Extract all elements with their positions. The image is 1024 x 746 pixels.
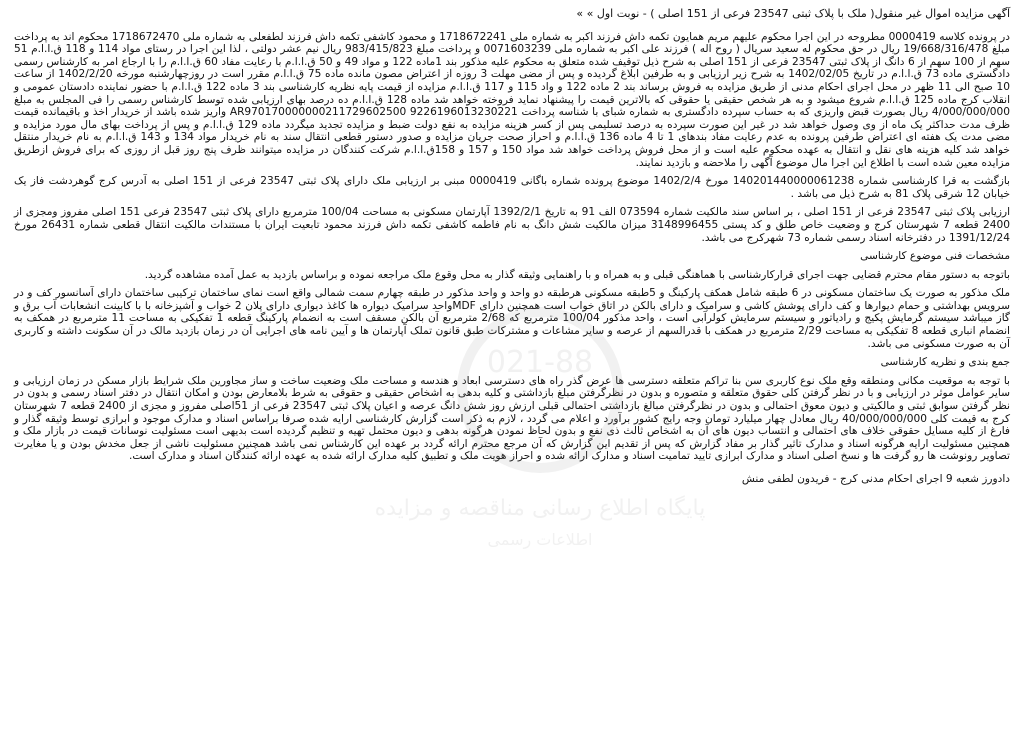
notice-paragraph-deed: ارزیابی پلاک ثبتی 23547 فرعی از 151 اصلی ، بر اساس سند مالکیت شماره 073594 الف 91 به تاریخ 1392/2/1 آپارتمان مسکونی به مساحت 100/04 مترمربع دارای پلاک ثبتی 23547 فرعی 151 اصلی مفروز ومجزی از 2400 قطعه 7 شهرستان کرج و وضعیت خاص طلق و کد پستی 3148996455 میزان مالکیت شش دانگ به نام فاطمه کاشفی تکمه داش فرزند محمود تابعیت ایران با مستندات مالکیت انتقال قطعی شماره 26431 مورخ 1391/12/24 در دفترخانه اسناد رسمی شماره 73 شهرکرج می باشد.: [14, 206, 1011, 244]
watermark-line2: اطلاعات رسمی: [487, 530, 593, 549]
notice-signature: دادورز شعبه 9 اجرای احکام مدنی کرج - فریدون لطفی منش: [741, 473, 1010, 485]
heading-technical-specs: مشخصات فنی موضوع کارشناسی: [860, 250, 1010, 263]
watermark-line1: پایگاه اطلاع رسانی مناقصه و مزایده: [374, 496, 706, 521]
heading-summary: جمع بندی و نظریه کارشناسی: [880, 356, 1010, 369]
notice-paragraph-summary: با توجه به موقعیت مکانی ومنطقه وقع ملک نوع کاربری سن بنا تراکم متعلقه دسترسی ها عرض گذر راه های دسترسی ابعاد و هندسه و مساحت ملک وضعیت ساخت و ساز مجاورین ملک شرایط بازار مسکن در زمان ارزیابی و سایر عوامل موثر در ارزیابی و با در نظر گرفتن کلی حقوق متعلقه و متصوره و بدون در نظرگرفتن مبلغ بازداشتی و کلیه بدهی به اشخاص حقیقی و حقوقی به شرط بلامعارض بودن و امکان انتقال در دفتر اسناد رسمی و بدون در نظر گرفتن سوابق ثبتی و مالکیتی و دیون معوق احتمالی و بدون در نظرگرفتن مبالغ بازداشتی احتمالی قبلی ارزش روز شش دانگ عرصه و اعیان پلاک ثبتی 23547 فرعی از 51اصلی مفروز و مجزی از 2400 قطعه 7 شهرستان کرج به قیمت کلی 40/000/000/000 ریال معادل چهار میلیارد تومان وجه رایج کشور برآورد و اعلام می گردد ، لازم به ذکر است گزارش کارشناسی ارایه شده صرفا براساس اسناد و مدارک موجود و ابرازی توسط وثیقه گذار و فارغ از کلیه مسایل حقوقی خلاف های احتمالی و انتساب دیون های آن به اشخاص ثالث ذی نفع و بدون لحاظ نمودن هرگونه بدهی و دیون محتمل تهیه و تنظیم گردیده است بدیهی است مسئولیت نوسانات قیمت در بازار ملک و همچنین مسئولیت ارایه هرگونه اسناد و مدارک تاثیر گذار بر مفاد گزارش که پس از تقدیم این گزارش که آن مرجع محترم ارائه گردد بر عهده این کارشناس نمی باشد همچنین مسئولیت ناشی از جعل مخدش بودن و یا مغایرت تصاویر رونوشت ها رو گرفت ها و نسخ اصلی اسناد و مدارک ابرازی تایید تمامیت اسناد و مدارک ارائه شده و احراز هویت ملک و تطبیق کلیه مدارک ارائه شده به عهده ارائه کنندگان اسناد و مدارک است.: [14, 374, 1010, 463]
watermark-phone: 021-88: [486, 345, 594, 380]
notice-paragraph-main: در پرونده کلاسه 0000419 مطروحه در این اجرا محکوم علیهم مریم همایون تکمه داش فرزند اکبر به شماره ملی 1718672241 و محمود کاشفی تکمه داش فرزند لطفعلی به شماره ملی 1718672470 محکوم اند به پرداخت مبلغ 19/668/316/478 ریال در حق محکوم له سعید سریال ( روح اله ) فرزند علی اکبر به شماره ملی 0071603239 و پرداخت مبلغ 983/415/823 ریال نیم عشر دولتی ، لذا این اجرا در رستای مواد 114 و 118 ق.ا.ا.م 51 سهم از 100 سهم از 6 دانگ از پلاک ثبتی 23547 فرعی از 151 اصلی به شرح ذیل توقیف شده متعلق به محکوم علیه مذکور بند 1ماده 122 و مواد 49 و 50 ق.ا.ا.م با رعایت مفاد 60 ق.ا.ا.م را با ارجاع امر به کارشناس رسمی دادگستری ماده 73 ق.ا.ا.م در تاریخ 1402/02/05 به شرح زیر ارزیابی و به طرفین ابلاغ گردیده و پس از مضی مهلت 3 روزه از اعتراض مصون مانده ماده 75 ق.ا.ا.م مقرر است در روزچهارشنبه مورخه 1402/2/20 از ساعت 10 صبح الی 11 ظهر در محل اجرای احکام مدنی از طریق مزایده به فروش برساند بند 2 ماده 122 و واد 115 و 117 ق.ا.ا.م مزایده از قیمت پایه نظریه کارشناسی بند 3 ماده 122 ق.ا.ا.م با حضور نماینده دادستان عمومی و انقلاب کرج ماده 125 ق.ا.ا.م شروع میشود و به هر شخص حقیقی یا حقوقی که بالاترین قیمت را پیشنهاد نماید فروخته خواهد شد ماده 128 ق.ا.ا.م ده درصد بهای ارزیابی شده توسط کارشناس رسمی را فی المجلس به مبلغ 4/000/000/000 ریال بصورت قبض واریزی که به حساب سپرده دادگستری به شماره شبای با شناسه پرداخت 9226196013230221 AR970170000000211729602500 واریز شده باشد از خریدار اخذ و باقیمانده قیمت ظرف مدت حداکثر یک ماه از وی وصول خواهد شد در غیر این صورت سپرده به درصد تسلیمی پس از کسر هزینه مزایده به نفع دولت ضبط و مزایده تجدید میگردد ماده 129 ق.ا.ا.م و پس از پرداخت بهای مال مورد مزایده و مضی مدت یک هفته ای اعتراض طرفین پرونده به عدم رعایت مفاد بندهای 1 تا 4 ماده 136 ق.ا.ا.م و احراز صحت جریان مزایده و صدور دستور قطعی انتقال سند به نام خریدار مواد 134 و 143 ق.ا.ا.م به نام خریدار منتقل خواهد شد کلیه هزینه های نقل و انتقال به عهده محکوم علیه است و از محل فروش پرداخت خواهد شد مواد 150 و 157 و 158ق.ا.ا.م شرکت کنندگان در مزایده میتوانند ظرف پنج روز قبل از روزی که برای فروش ازطریق مزایده معین شده است با اطلاع این اجرا مال موضوع آگهی را ملاحضه و بازدید نمایند.: [14, 30, 1011, 169]
notice-paragraph-appraisal-return: بازگشت به قرا کارشناسی شماره 140201440000061238 مورخ 1402/2/4 موضوع پرونده شماره باگانی 0000419 مبنی بر ارزیابی ملک دارای پلاک ثبتی 23547 فرعی از 151 اصلی به آدرس کرج گوهردشت فاز یک خیابان 12 شرقی پلاک 81 به شرح ذیل می باشد .: [14, 175, 1011, 200]
notice-paragraph-visit: باتوجه به دستور مقام محترم قضایی جهت اجرای قرارکارشناسی با هماهنگی قبلی و به همراه و با راهنمایی وثیقه گذار به محل وقوع ملک مراجعه نموده و براساس بازدید به عمل آمده مشاهده گردید.: [144, 268, 1010, 281]
notice-title: آگهی مزایده اموال غیر منقول( ملک با پلاک ثبتی 23547 فرعی از 151 اصلی ) - نوبت اول » »: [576, 7, 1010, 20]
notice-paragraph-building: ملک مذکور به صورت یک ساختمان مسکونی در 6 طبقه شامل همکف پارکینگ و 5طبقه مسکونی هرطبقه دو واحد و واحد مذکور در طبقه چهارم سمت شمالی واقع است نمای ساختمان ترکیبی ساختمان دارای آسانسور کف و در سرویس بهداشتی و حمام دیوارها و کف دارای پوشش کاشی و سرامیک و دارای بالکن در اتاق خواب است همچنین دارای MDFواحد سرامیک دیواره ها کاغذ دیواری دارای پلان 2 خواب و آشپزخانه با با کابینت انشعابات آب برق و گاز میباشد سیستم گرمایش پکیج و رادیاتور و سیستم سرمایش کولرآبی است ، واحد مذکور 100/04 مترمربع که 2/68 مترمربع آن بالکن مسقف است به انضمام پارکینگ قطعه 1 تفکیکی به مساحت 11 مترمربع در همکف به انضمام انباری قطعه 8 تفکیکی به مساحت 2/29 مترمربع در همکف با قدرالسهم از عرصه و سایر مشاعات و مشترکات طبق قانون تملک آپارتمان ها و آیین نامه های اجرایی آن در زمان بازدید مالک در آن سکونت داشته و کاربری آن به صورت مسکونی می باشد.: [14, 287, 1010, 350]
